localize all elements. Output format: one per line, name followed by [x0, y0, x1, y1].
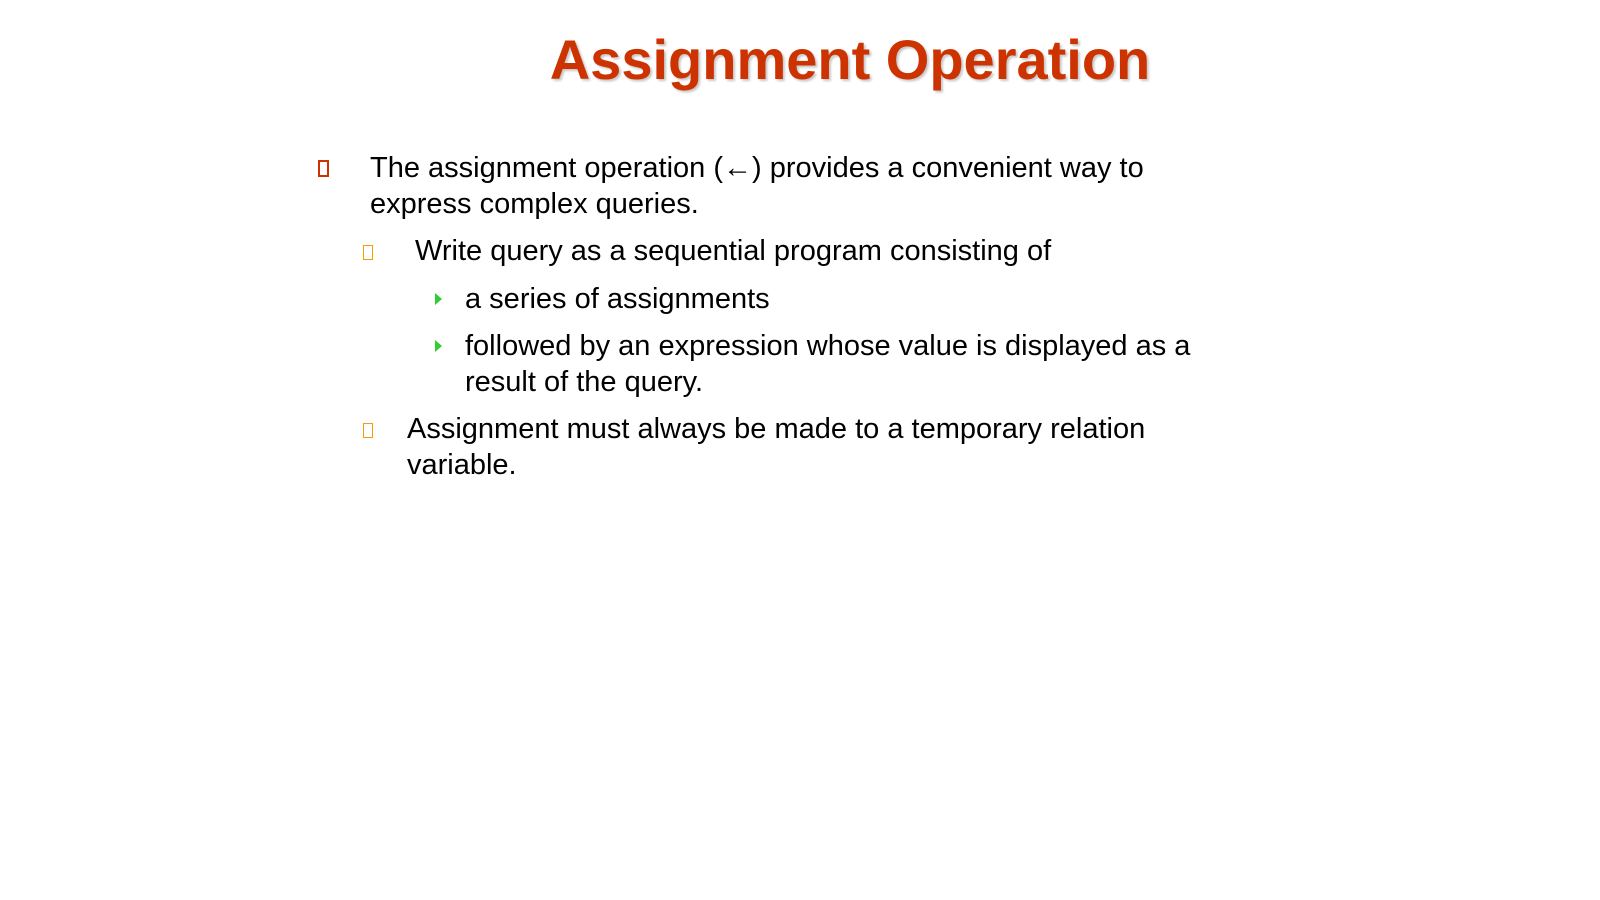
square-outline-icon	[318, 160, 329, 177]
bullet-item-level-2	[370, 411, 1220, 483]
bullet-text: Write query as a sequential program consisting of	[415, 235, 1052, 267]
bullet-text: a series of assignments	[465, 283, 770, 315]
square-outline-icon	[363, 245, 373, 260]
bullet-item-level-2	[370, 233, 1270, 269]
bullet-text: Assignment must always be made to a temporary relation variable.	[407, 413, 1146, 481]
square-outline-icon	[363, 423, 373, 438]
triangle-right-icon	[435, 293, 442, 305]
bullet-item-level-3	[440, 281, 1240, 317]
bullet-text: followed by an expression whose value is displayed as a result of the query.	[465, 330, 1191, 398]
bullet-item-level-1	[330, 150, 1230, 222]
slide-title: Assignment Operation	[549, 28, 1151, 91]
triangle-right-icon	[435, 340, 442, 352]
bullet-text: The assignment operation (←) provides a convenient way to express complex queries.	[370, 152, 1144, 220]
bullet-item-level-3	[440, 328, 1240, 400]
